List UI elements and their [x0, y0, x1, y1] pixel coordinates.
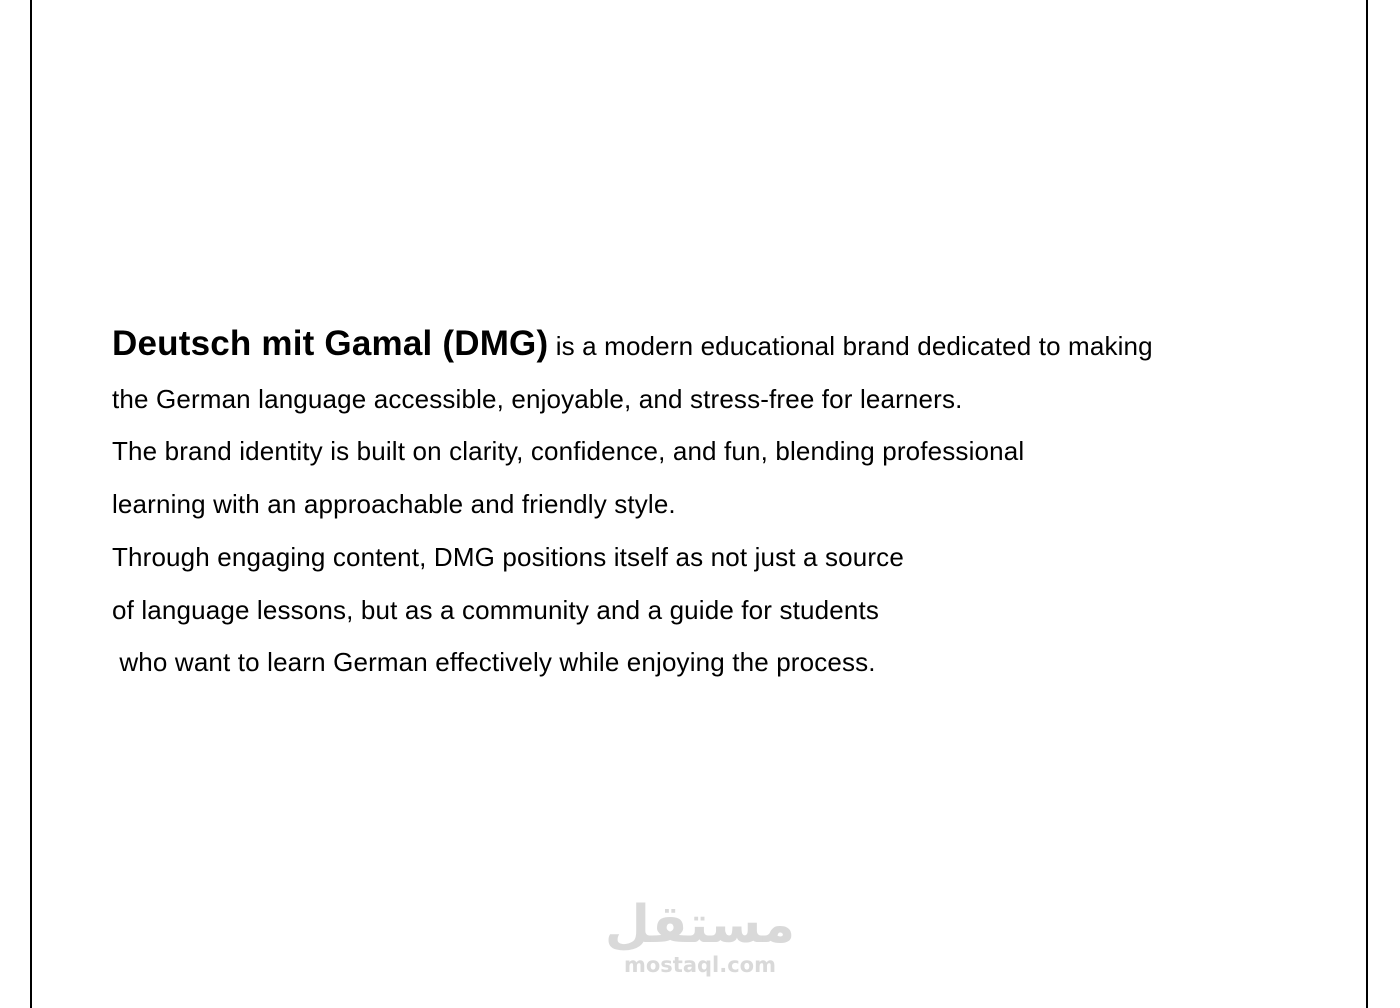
paragraph-line-1 [112, 318, 1312, 373]
paragraph-line-7: who want to learn German effectively while enjoying the process. [112, 647, 876, 678]
paragraph-line-3: The brand identity is built on clarity, confidence, and fun, blending professional [112, 436, 1025, 467]
paragraph-line-2: the German language accessible, enjoyable, and stress-free for learners. [112, 383, 963, 414]
paragraph-line-5: Through engaging content, DMG positions itself as not just a source [112, 541, 904, 572]
mostaql-watermark [600, 895, 800, 977]
brand-name: Deutsch mit Gamal (DMG) [112, 324, 549, 363]
brand-description [112, 318, 1312, 689]
paragraph-text: is a modern educational brand dedicated to making [548, 331, 1153, 361]
watermark-logo-text: مستقل [604, 895, 796, 955]
watermark-url: mostaql.com [624, 953, 776, 977]
paragraph-line-6: of language lessons, but as a community and a guide for students [112, 594, 879, 625]
paragraph-line-4: learning with an approachable and friendly style. [112, 489, 676, 520]
